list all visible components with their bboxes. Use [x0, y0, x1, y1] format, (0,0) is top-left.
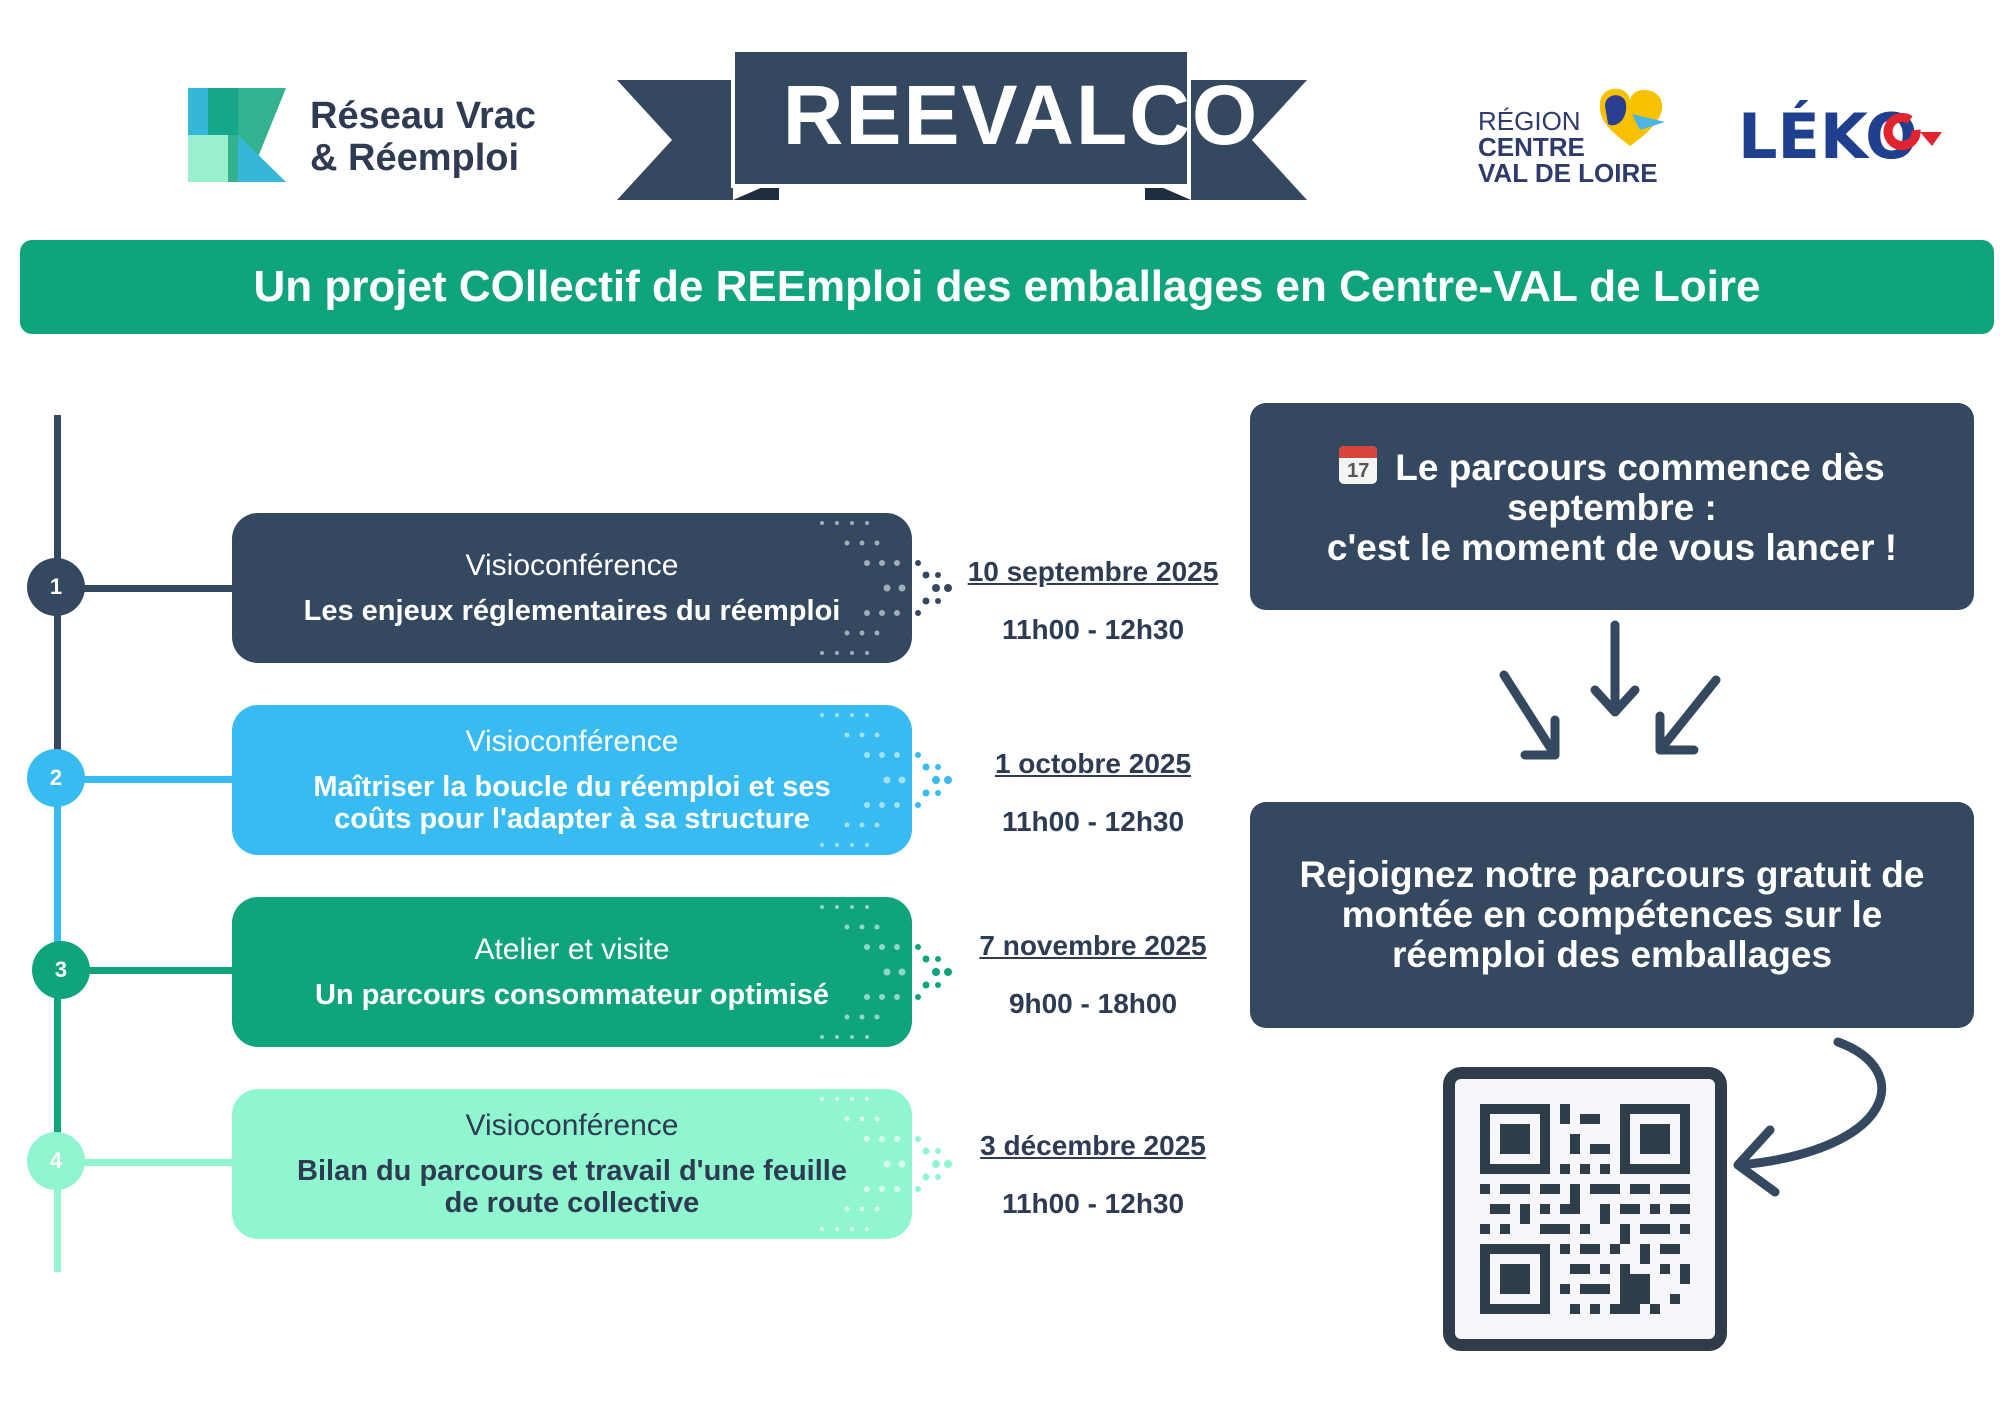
- qr-code-icon: [1480, 1104, 1690, 1314]
- session-type: Atelier et visite: [474, 933, 670, 966]
- timeline-connector-1: [80, 585, 235, 592]
- step-number-1: 1: [27, 558, 85, 616]
- dot-chevron-icon: [912, 1129, 956, 1199]
- reseau-vrac-logo-text: Réseau Vrac & Réemploi: [310, 95, 537, 179]
- session-card-3[interactable]: [232, 897, 912, 1047]
- curved-arrow-icon: [1720, 1030, 1920, 1210]
- step-number-2: 2: [27, 749, 85, 807]
- step-number-4: 4: [27, 1132, 85, 1190]
- timeline-connector-4: [80, 1159, 235, 1166]
- dot-chevron-icon: [912, 937, 956, 1007]
- reseau-vrac-logo-icon: [188, 88, 286, 182]
- time-label: 11h00 - 12h30: [1001, 614, 1185, 645]
- qr-code[interactable]: [1443, 1067, 1727, 1351]
- session-date-3: [953, 930, 1233, 1020]
- region-logo-text: RÉGION CENTRE VAL DE LOIRE: [1478, 106, 1658, 188]
- dot-chevron-icon: [912, 553, 956, 623]
- calendar-icon: 17: [1339, 446, 1377, 484]
- date-label[interactable]: 3 décembre 2025: [980, 1130, 1206, 1161]
- session-card-1[interactable]: [232, 513, 912, 663]
- session-card-2[interactable]: [232, 705, 912, 855]
- time-label: 9h00 - 18h00: [1008, 988, 1178, 1019]
- session-title: Maîtriser la boucle du réemploi et ses coûts pour l'adapter à sa structure: [313, 771, 831, 835]
- date-label[interactable]: 1 octobre 2025: [994, 748, 1192, 779]
- session-date-2: [953, 748, 1233, 838]
- dot-chevron-icon: [912, 745, 956, 815]
- time-label: 11h00 - 12h30: [1001, 1188, 1185, 1219]
- start-info-box: 17 Le parcours commence dès septembre : c'est le moment de vous lancer !: [1250, 403, 1974, 610]
- session-date-4: [953, 1130, 1233, 1220]
- session-type: Visioconférence: [465, 725, 679, 758]
- timeline-connector-3: [85, 967, 235, 974]
- timeline-connector-2: [80, 776, 235, 783]
- step-number-3: 3: [32, 941, 90, 999]
- session-title: Un parcours consommateur optimisé: [314, 979, 830, 1011]
- date-label[interactable]: 10 septembre 2025: [967, 556, 1219, 587]
- leko-logo-icon: [1738, 100, 1948, 170]
- session-card-4[interactable]: [232, 1089, 912, 1239]
- session-date-1: [953, 556, 1233, 646]
- session-title: Les enjeux réglementaires du réemploi: [303, 595, 841, 627]
- session-title: Bilan du parcours et travail d'une feuille de route collective: [297, 1155, 847, 1219]
- time-label: 11h00 - 12h30: [1001, 806, 1185, 837]
- leko-logo-text: LÉKO: [1738, 100, 1918, 170]
- down-arrows-icon: [1490, 620, 1740, 780]
- region-heart-icon: [1570, 84, 1678, 154]
- session-type: Visioconférence: [465, 549, 679, 582]
- session-type: Visioconférence: [465, 1109, 679, 1142]
- page-title: REEVALCO: [782, 67, 1260, 162]
- join-info-box: Rejoignez notre parcours gratuit de montée en compétences sur le réemploi des emballages: [1250, 802, 1974, 1028]
- subtitle-banner: Un projet COllectif de REEmploi des emballages en Centre-VAL de Loire: [20, 240, 1994, 334]
- date-label[interactable]: 7 novembre 2025: [979, 930, 1207, 961]
